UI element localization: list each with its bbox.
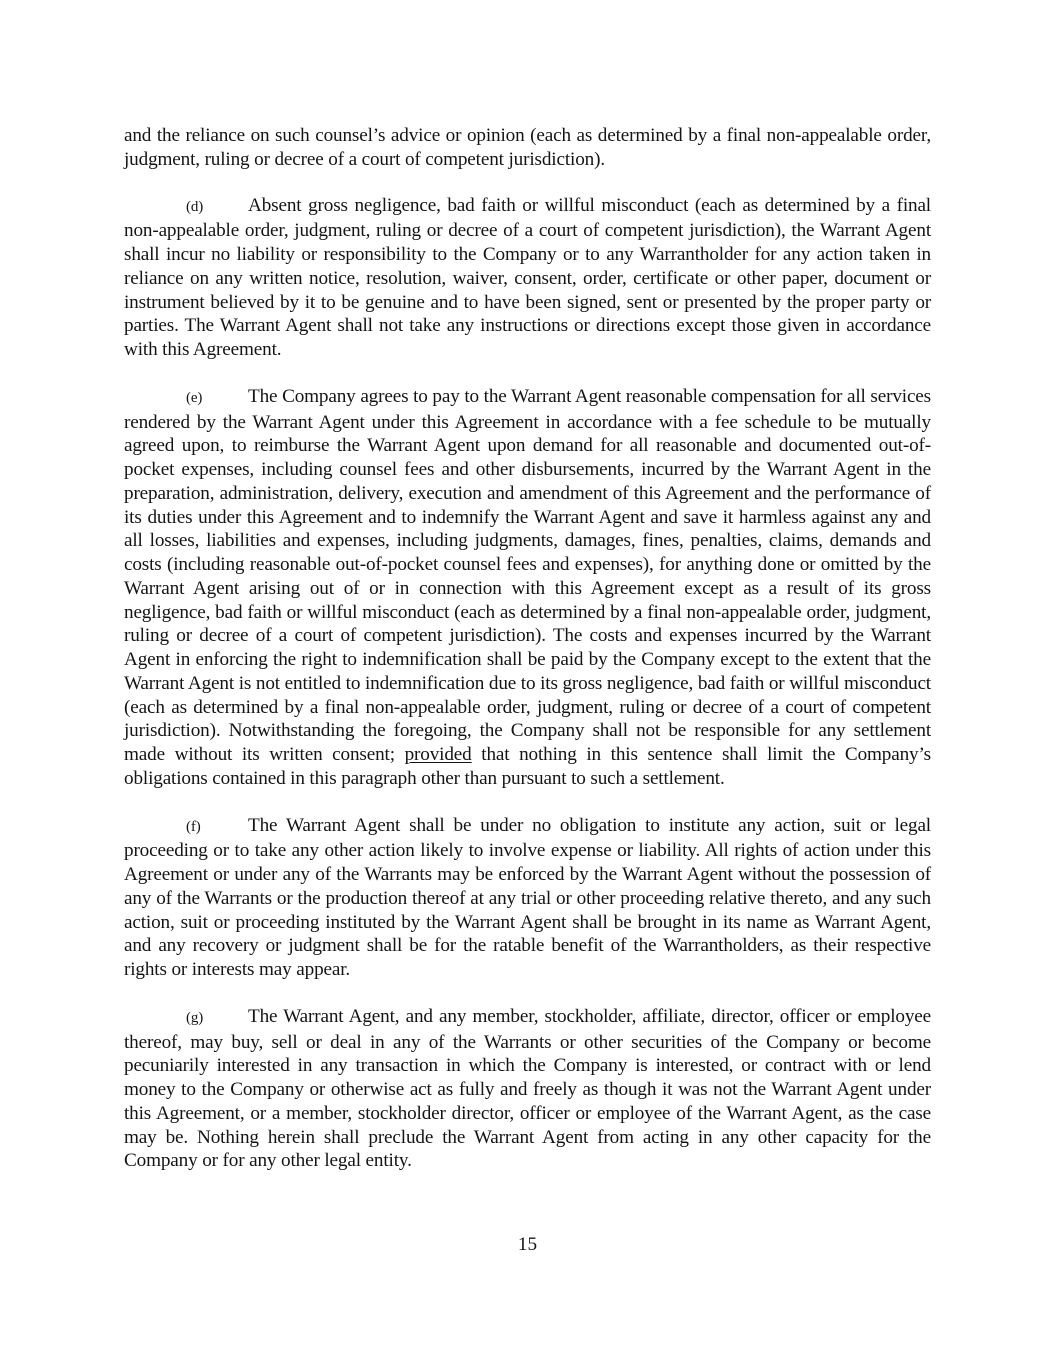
section-e-label: (e)	[186, 389, 203, 406]
section-g-text: The Warrant Agent, and any member, stockholder, affiliate, director, officer or employee thereof, may buy, sell or deal in any of the Warrants or other securities of the Company or become pecuniarily interested in any transaction in which the Company is interested, or contract with or lend money to the Company or otherwise act as fully and freely as though it was not the Warrant Agent under this Agreement, or a member, stockholder director, officer or employee of the Warrant Agent, as the case may be. Nothing herein shall preclude the Warrant Agent from acting in any other capacity for the Company or for any other legal entity.	[124, 1005, 931, 1172]
continuation-text: and the reliance on such counsel’s advice or opinion (each as determined by a final non-appealable order, judgment, ruling or decree of a court of competent jurisdiction).	[124, 125, 931, 170]
section-e-text-after: that nothing in this sentence shall limit the Company’s obligations contained in this paragraph other than pursuant to such a settlement.	[124, 744, 931, 789]
section-e-underlined-term: provided	[404, 744, 472, 765]
section-g-label: (g)	[186, 1009, 204, 1026]
section-f-text: The Warrant Agent shall be under no obligation to institute any action, suit or legal proceeding or to take any other action likely to involve expense or liability. All rights of action under this Agreement or under any of the Warrants may be enforced by the Warrant Agent without the possession of any of the Warrants or the production thereof at any trial or other proceeding relative thereto, and any such action, suit or proceeding instituted by the Warrant Agent shall be brought in its name as Warrant Agent, and any recovery or judgment shall be for the ratable benefit of the Warrantholders, as their respective rights or interests may appear.	[124, 814, 931, 980]
section-f-paragraph	[124, 814, 931, 982]
continuation-paragraph	[124, 124, 931, 172]
section-f-indent	[124, 814, 248, 840]
section-g-paragraph	[124, 1005, 931, 1173]
document-page-body	[124, 124, 931, 1196]
section-g-indent	[124, 1005, 248, 1031]
section-d-text: Absent gross negligence, bad faith or willful misconduct (each as determined by a final non-appealable order, judgment, ruling or decree of a court of competent jurisdiction), the Warrant Agent shall incur no liability or responsibility to the Company or to any Warrantholder for any action taken in reliance on any written notice, resolution, waiver, consent, order, certificate or other paper, document or instrument believed by it to be genuine and to have been signed, sent or presented by the proper party or parties. The Warrant Agent shall not take any instructions or directions except those given in accordance with this Agreement.	[124, 194, 931, 360]
section-e-text-before: The Company agrees to pay to the Warrant Agent reasonable compensation for all services rendered by the Warrant Agent under this Agreement in accordance with a fee schedule to be mutually agreed upon, to reimburse the Warrant Agent upon demand for all reasonable and documented out-of-pocket expenses, including counsel fees and other disbursements, incurred by the Warrant Agent in the preparation, administration, delivery, execution and amendment of this Agreement and the performance of its duties under this Agreement and to indemnify the Warrant Agent and save it harmless against any and all losses, liabilities and expenses, including judgments, damages, fines, penalties, claims, demands and costs (including reasonable out-of-pocket counsel fees and expenses), for anything done or omitted by the Warrant Agent arising out of or in connection with this Agreement except as a result of its gross negligence, bad faith or willful misconduct (each as determined by a final non-appealable order, judgment, ruling or decree of a court of competent jurisdiction). The costs and expenses incurred by the Warrant Agent in enforcing the right to indemnification shall be paid by the Company except to the extent that the Warrant Agent is not entitled to indemnification due to its gross negligence, bad faith or willful misconduct (each as determined by a final non-appealable order, judgment, ruling or decree of a court of competent jurisdiction). Notwithstanding the foregoing, the Company shall not be responsible for any settlement made without its written consent;	[124, 385, 931, 765]
section-e-paragraph	[124, 385, 931, 791]
page-number: 15	[517, 1234, 538, 1255]
section-e-indent	[124, 385, 248, 411]
section-f-label: (f)	[186, 818, 201, 835]
section-d-label: (d)	[186, 198, 204, 215]
section-d-paragraph	[124, 194, 931, 362]
section-d-indent	[124, 194, 248, 220]
